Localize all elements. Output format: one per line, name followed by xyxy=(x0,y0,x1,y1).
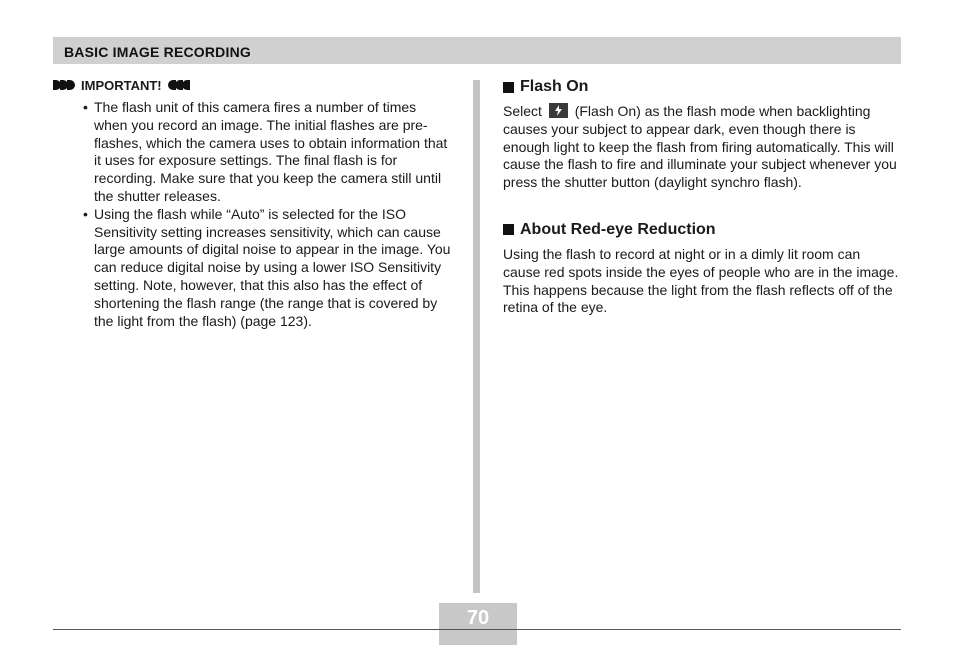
flash-on-text-before: Select xyxy=(503,103,542,119)
heading-square-icon xyxy=(503,224,514,235)
important-label: IMPORTANT! xyxy=(81,77,162,93)
left-column xyxy=(53,77,453,330)
important-left-marks-icon xyxy=(53,79,75,91)
heading-square-icon xyxy=(503,82,514,93)
page-number-box xyxy=(439,603,517,645)
important-notice-heading xyxy=(53,77,453,93)
section-header-bar xyxy=(53,37,901,64)
red-eye-heading xyxy=(503,220,901,240)
section-header-title: BASIC IMAGE RECORDING xyxy=(64,44,251,60)
flash-on-body xyxy=(503,103,901,192)
flash-on-heading-text: Flash On xyxy=(520,78,589,95)
page-number: 70 xyxy=(466,607,490,629)
flash-on-section xyxy=(503,77,901,192)
right-column xyxy=(503,77,901,317)
important-right-marks-icon xyxy=(168,79,190,91)
red-eye-body: Using the flash to record at night or in a dimly lit room can cause red spots inside the eyes of people who are in the image. This happens because the light from the flash reflects off of the retina of the eye. xyxy=(503,245,899,316)
footer-rule xyxy=(53,629,901,630)
important-bullet-item: • Using the flash while “Auto” is selected for the ISO Sensitivity setting increases sensitivity, which can cause large amounts of digital noise to appear in the image. You can reduce digital noise by using a lower ISO Sensitivity setting. Note, however, that this also has the effect of shortening the flash range (the range that is covered by the light from the flash) (page 123). xyxy=(83,206,453,331)
red-eye-heading-text: About Red-eye Reduction xyxy=(520,220,716,238)
red-eye-section xyxy=(503,220,901,317)
important-bullet-item: • The flash unit of this camera fires a number of times when you record an image. The initial flashes are pre-flashes, which the camera uses to obtain information that it uses for exposure settings. The final flash is for recording. Make sure that you keep the camera still until the shutter releases. xyxy=(83,99,453,206)
flash-on-heading xyxy=(503,77,901,97)
column-divider xyxy=(473,80,480,593)
flash-on-text-after: (Flash On) as the flash mode when backlighting causes your subject to appear dark, even though there is enough light to keep the flash from firing automatically. This will cause the flash to fire and illuminate your subject whenever you press the shutter button (daylight synchro flash). xyxy=(503,103,897,191)
flash-on-icon xyxy=(549,103,568,118)
important-bullet-list xyxy=(53,99,453,330)
